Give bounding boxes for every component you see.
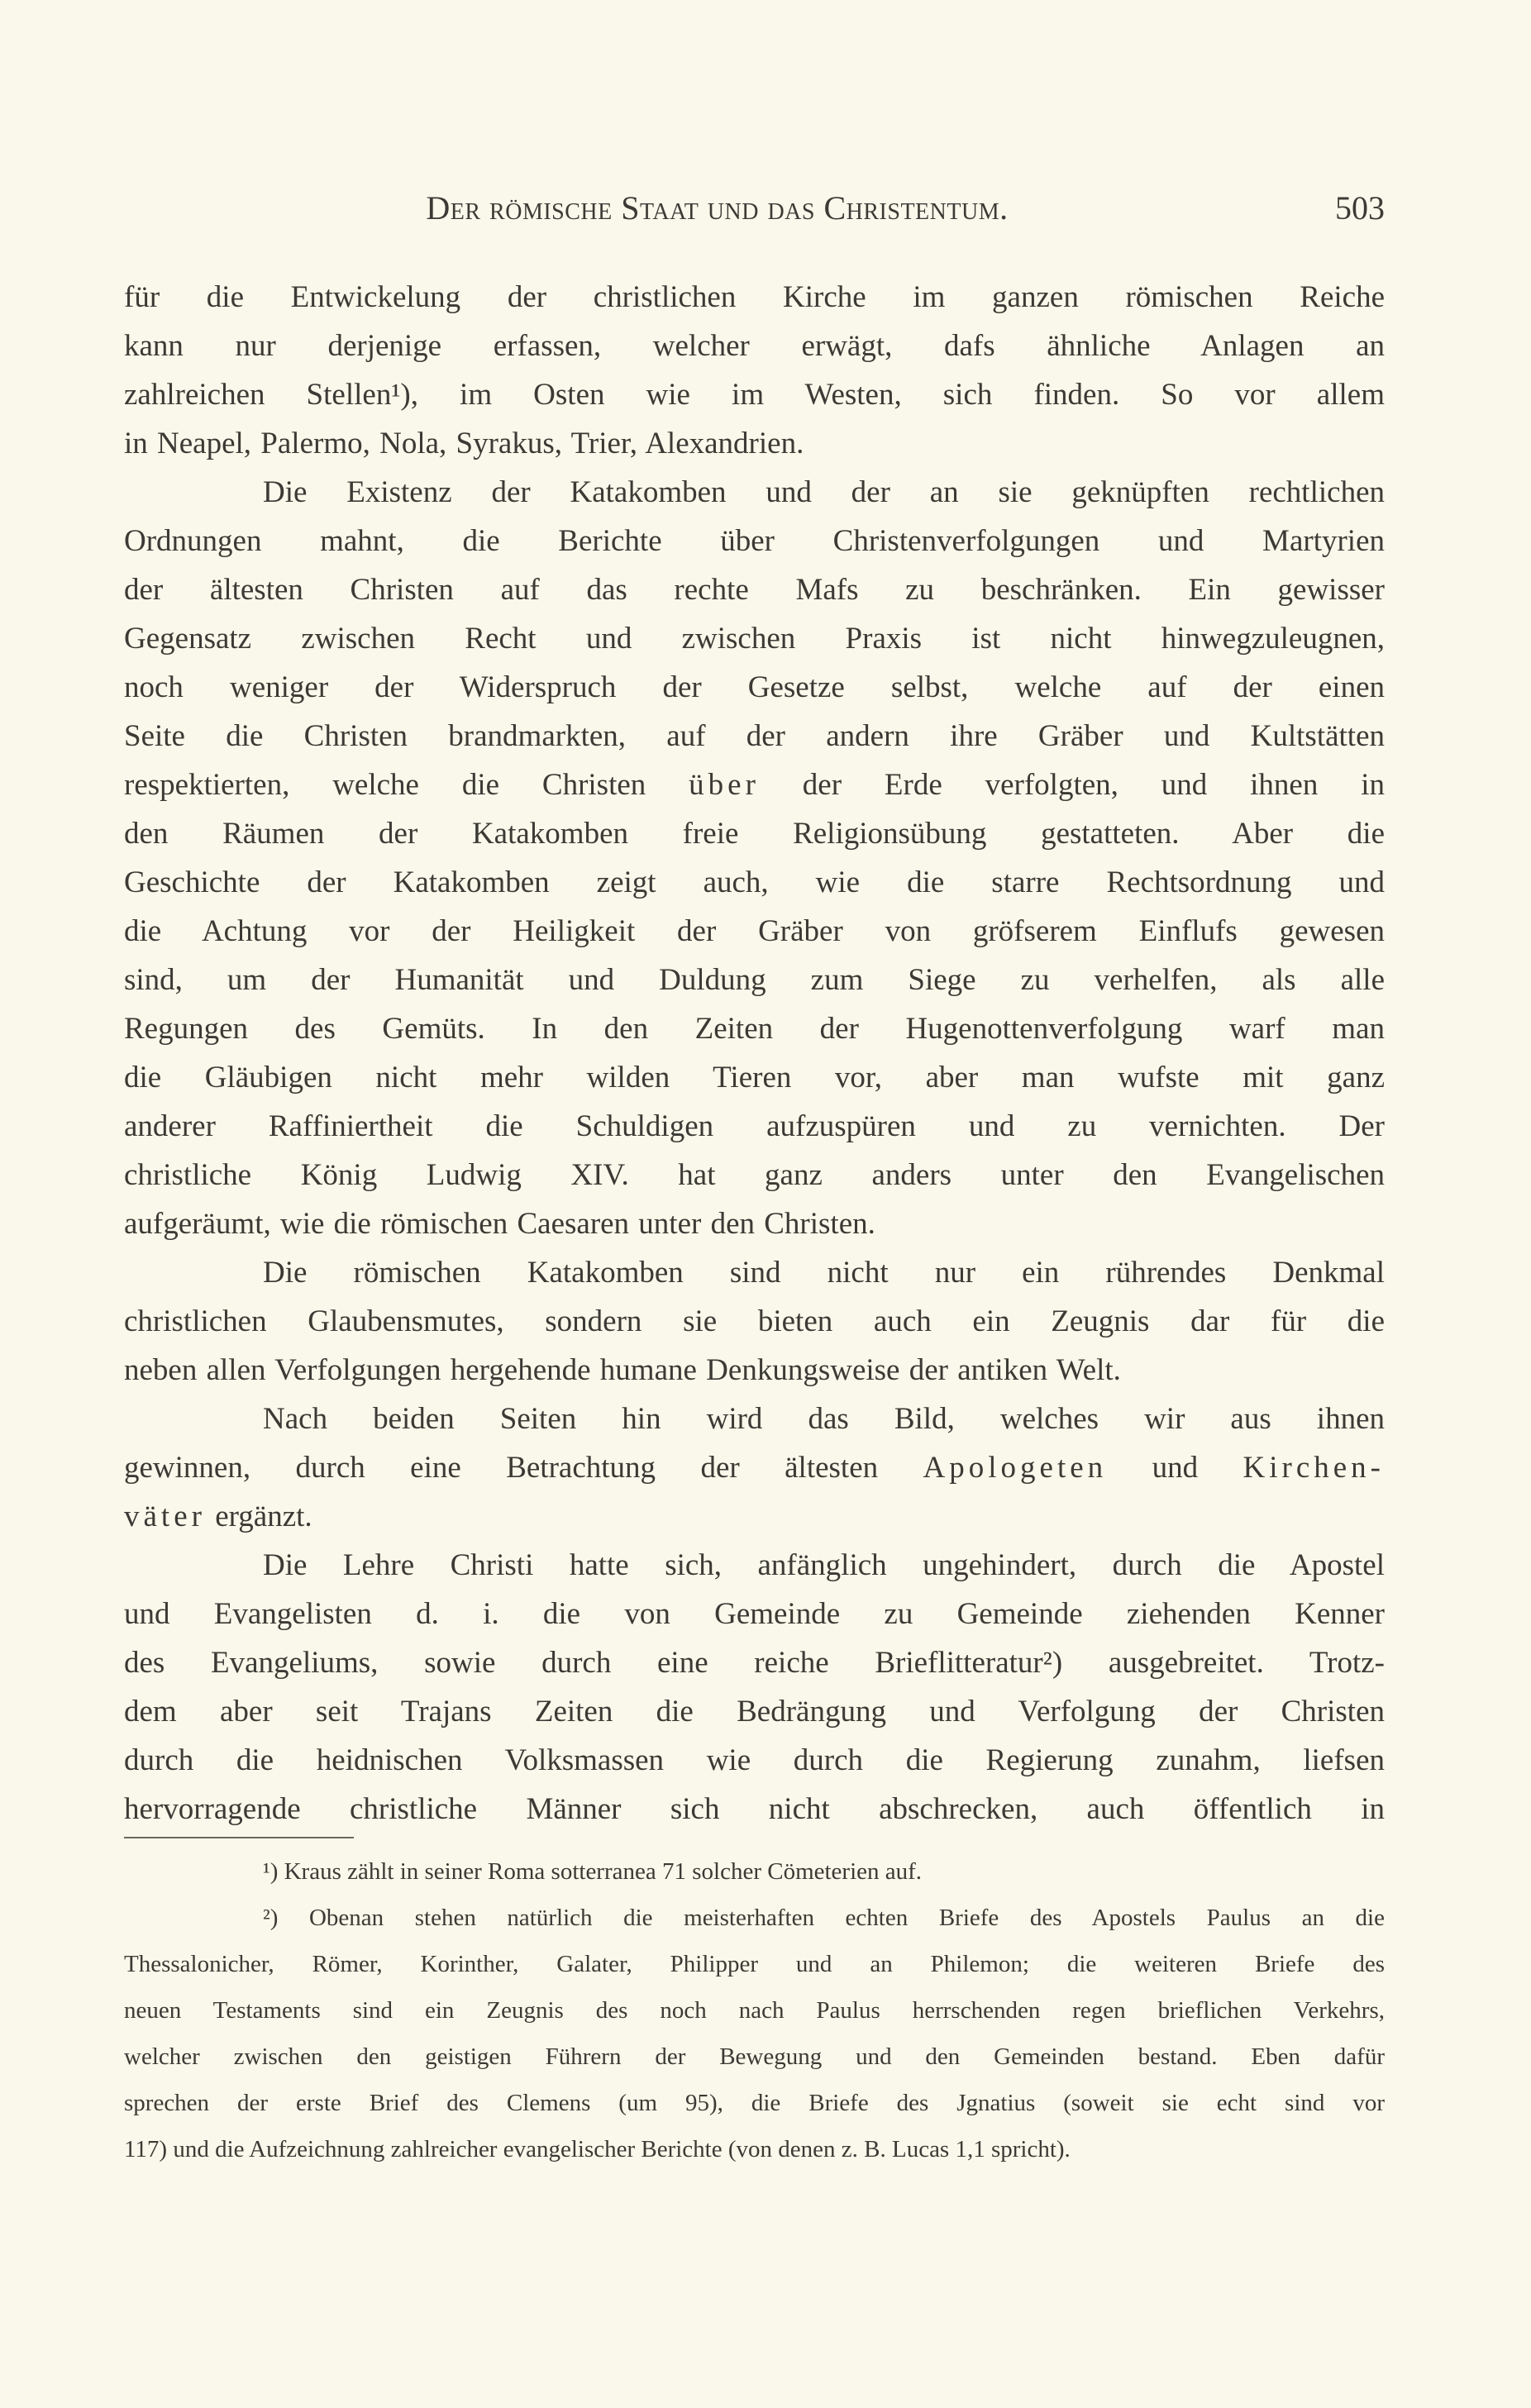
- text-line: [124, 614, 1385, 663]
- text-segment: der ältesten Christen auf das rechte Mafs zu beschränken. Ein gewisser: [124, 573, 1385, 607]
- text-segment: christlichen Glaubensmutes, sondern sie bieten auch ein Zeugnis dar für die: [124, 1304, 1385, 1338]
- text-line: [124, 517, 1385, 565]
- footnotes: [124, 1848, 1385, 2172]
- spaced-emphasis: Kirchen-: [1242, 1451, 1386, 1485]
- text-line: [124, 273, 1385, 322]
- text-line: [124, 1248, 1385, 1297]
- text-segment: Seite die Christen brandmarkten, auf der andern ihre Gräber und Kultstätten: [124, 719, 1385, 753]
- text-segment: Ordnungen mahnt, die Berichte über Christenverfolgungen und Martyrien: [124, 524, 1385, 558]
- text-segment: aufgeräumt, wie die römischen Caesaren unter den Christen.: [124, 1207, 875, 1241]
- text-line: [124, 712, 1385, 761]
- text-segment: den Räumen der Katakomben freie Religionsübung gestatteten. Aber die: [124, 817, 1385, 851]
- footnote-line: Thessalonicher, Römer, Korinther, Galater, Philipper und an Philemon; die weiteren Briefe des: [124, 1951, 1385, 1977]
- text-line: [124, 1492, 1385, 1541]
- text-line: [124, 1199, 1385, 1248]
- text-line: [124, 1785, 1385, 1833]
- footnote-divider: [124, 1837, 354, 1838]
- text-segment: für die Entwickelung der christlichen Kirche im ganzen römischen Reiche: [124, 280, 1385, 314]
- text-line: [124, 1297, 1385, 1346]
- text-segment: und Evangelisten d. i. die von Gemeinde zu Gemeinde ziehenden Kenner: [124, 1597, 1385, 1631]
- text-line: [124, 761, 1385, 809]
- text-line: [124, 1736, 1385, 1785]
- text-segment: respektierten, welche die Christen: [124, 768, 689, 802]
- text-segment: durch die heidnischen Volksmassen wie durch die Regierung zunahm, liefsen: [124, 1743, 1385, 1777]
- text-line: [124, 370, 1385, 419]
- text-line: [124, 1053, 1385, 1102]
- text-line: [124, 1590, 1385, 1638]
- text-line: [124, 419, 1385, 468]
- text-segment: dem aber seit Trajans Zeiten die Bedrängung und Verfolgung der Christen: [124, 1695, 1385, 1729]
- text-segment: zahlreichen Stellen¹), im Osten wie im Westen, sich finden. So vor allem: [124, 378, 1385, 412]
- text-line: [124, 1102, 1385, 1151]
- text-line: [124, 322, 1385, 370]
- text-segment: die Achtung vor der Heiligkeit der Gräber von gröfserem Einflufs gewesen: [124, 914, 1385, 948]
- running-title: Der römische Staat und das Christentum.: [426, 189, 1009, 226]
- text-segment: des Evangeliums, sowie durch eine reiche Brieflitteratur²) ausgebreitet. Trotz-: [124, 1646, 1385, 1680]
- text-line: [124, 858, 1385, 907]
- text-segment: gewinnen, durch eine Betrachtung der ältesten: [124, 1451, 923, 1485]
- spaced-emphasis: Apologeten: [923, 1451, 1108, 1485]
- text-segment: noch weniger der Widerspruch der Gesetze selbst, welche auf der einen: [124, 670, 1385, 704]
- footnote-line: ¹) Kraus zählt in seiner Roma sotterranea 71 solcher Cömeterien auf.: [263, 1858, 923, 1885]
- footnote-line: 117) und die Aufzeichnung zahlreicher evangelischer Berichte (von denen z. B. Lucas 1,1 spricht).: [124, 2136, 1071, 2162]
- text-line: [124, 468, 1385, 517]
- footnote-line: ²) Obenan stehen natürlich die meisterhaften echten Briefe des Apostels Paulus an die: [263, 1905, 1385, 1931]
- text-segment: Die Existenz der Katakomben und der an sie geknüpften rechtlichen: [263, 475, 1385, 509]
- text-line: [124, 1395, 1385, 1443]
- page-number: 503: [1335, 189, 1385, 226]
- footnote-line: welcher zwischen den geistigen Führern der Bewegung und den Gemeinden bestand. Eben dafür: [124, 2043, 1385, 2070]
- text-segment: sind, um der Humanität und Duldung zum Siege zu verhelfen, als alle: [124, 963, 1385, 997]
- text-line: [124, 663, 1385, 712]
- text-segment: in Neapel, Palermo, Nola, Syrakus, Trier, Alexandrien.: [124, 427, 804, 460]
- text-line: [124, 956, 1385, 1004]
- text-line: [124, 1541, 1385, 1590]
- spaced-emphasis: über: [689, 768, 760, 802]
- text-segment: christliche König Ludwig XIV. hat ganz anders unter den Evangelischen: [124, 1158, 1385, 1192]
- text-segment: der Erde verfolgten, und ihnen in: [759, 768, 1385, 802]
- text-line: [124, 1151, 1385, 1199]
- text-segment: Nach beiden Seiten hin wird das Bild, welches wir aus ihnen: [263, 1402, 1385, 1436]
- text-segment: neben allen Verfolgungen hergehende humane Denkungsweise der antiken Welt.: [124, 1353, 1121, 1387]
- text-segment: Regungen des Gemüts. In den Zeiten der Hugenottenverfolgung warf man: [124, 1012, 1385, 1046]
- body-text: [124, 273, 1385, 1833]
- text-segment: Geschichte der Katakomben zeigt auch, wie die starre Rechtsordnung und: [124, 865, 1385, 899]
- text-line: [124, 1443, 1385, 1492]
- text-line: [124, 565, 1385, 614]
- text-line: [124, 809, 1385, 858]
- text-segment: Die römischen Katakomben sind nicht nur ein rührendes Denkmal: [263, 1256, 1385, 1290]
- text-line: [124, 1004, 1385, 1053]
- running-header: [124, 188, 1385, 235]
- text-segment: Gegensatz zwischen Recht und zwischen Praxis ist nicht hinwegzuleugnen,: [124, 622, 1385, 656]
- text-segment: Die Lehre Christi hatte sich, anfänglich ungehindert, durch die Apostel: [263, 1548, 1385, 1582]
- text-segment: die Gläubigen nicht mehr wilden Tieren vor, aber man wufste mit ganz: [124, 1061, 1385, 1094]
- text-line: [124, 1346, 1385, 1395]
- text-segment: anderer Raffiniertheit die Schuldigen aufzuspüren und zu vernichten. Der: [124, 1109, 1385, 1143]
- spaced-emphasis: väter: [124, 1500, 206, 1533]
- text-line: [124, 1638, 1385, 1687]
- text-segment: kann nur derjenige erfassen, welcher erwägt, dafs ähnliche Anlagen an: [124, 329, 1385, 363]
- text-line: [124, 907, 1385, 956]
- text-segment: hervorragende christliche Männer sich nicht abschrecken, auch öffentlich in: [124, 1792, 1385, 1826]
- text-segment: und: [1107, 1451, 1243, 1485]
- text-line: [124, 1687, 1385, 1736]
- footnote-line: sprechen der erste Brief des Clemens (um 95), die Briefe des Jgnatius (soweit sie echt sind vor: [124, 2090, 1385, 2116]
- text-segment: ergänzt.: [205, 1500, 312, 1533]
- footnote-line: neuen Testaments sind ein Zeugnis des noch nach Paulus herrschenden regen brieflichen Verkehrs,: [124, 1997, 1385, 2024]
